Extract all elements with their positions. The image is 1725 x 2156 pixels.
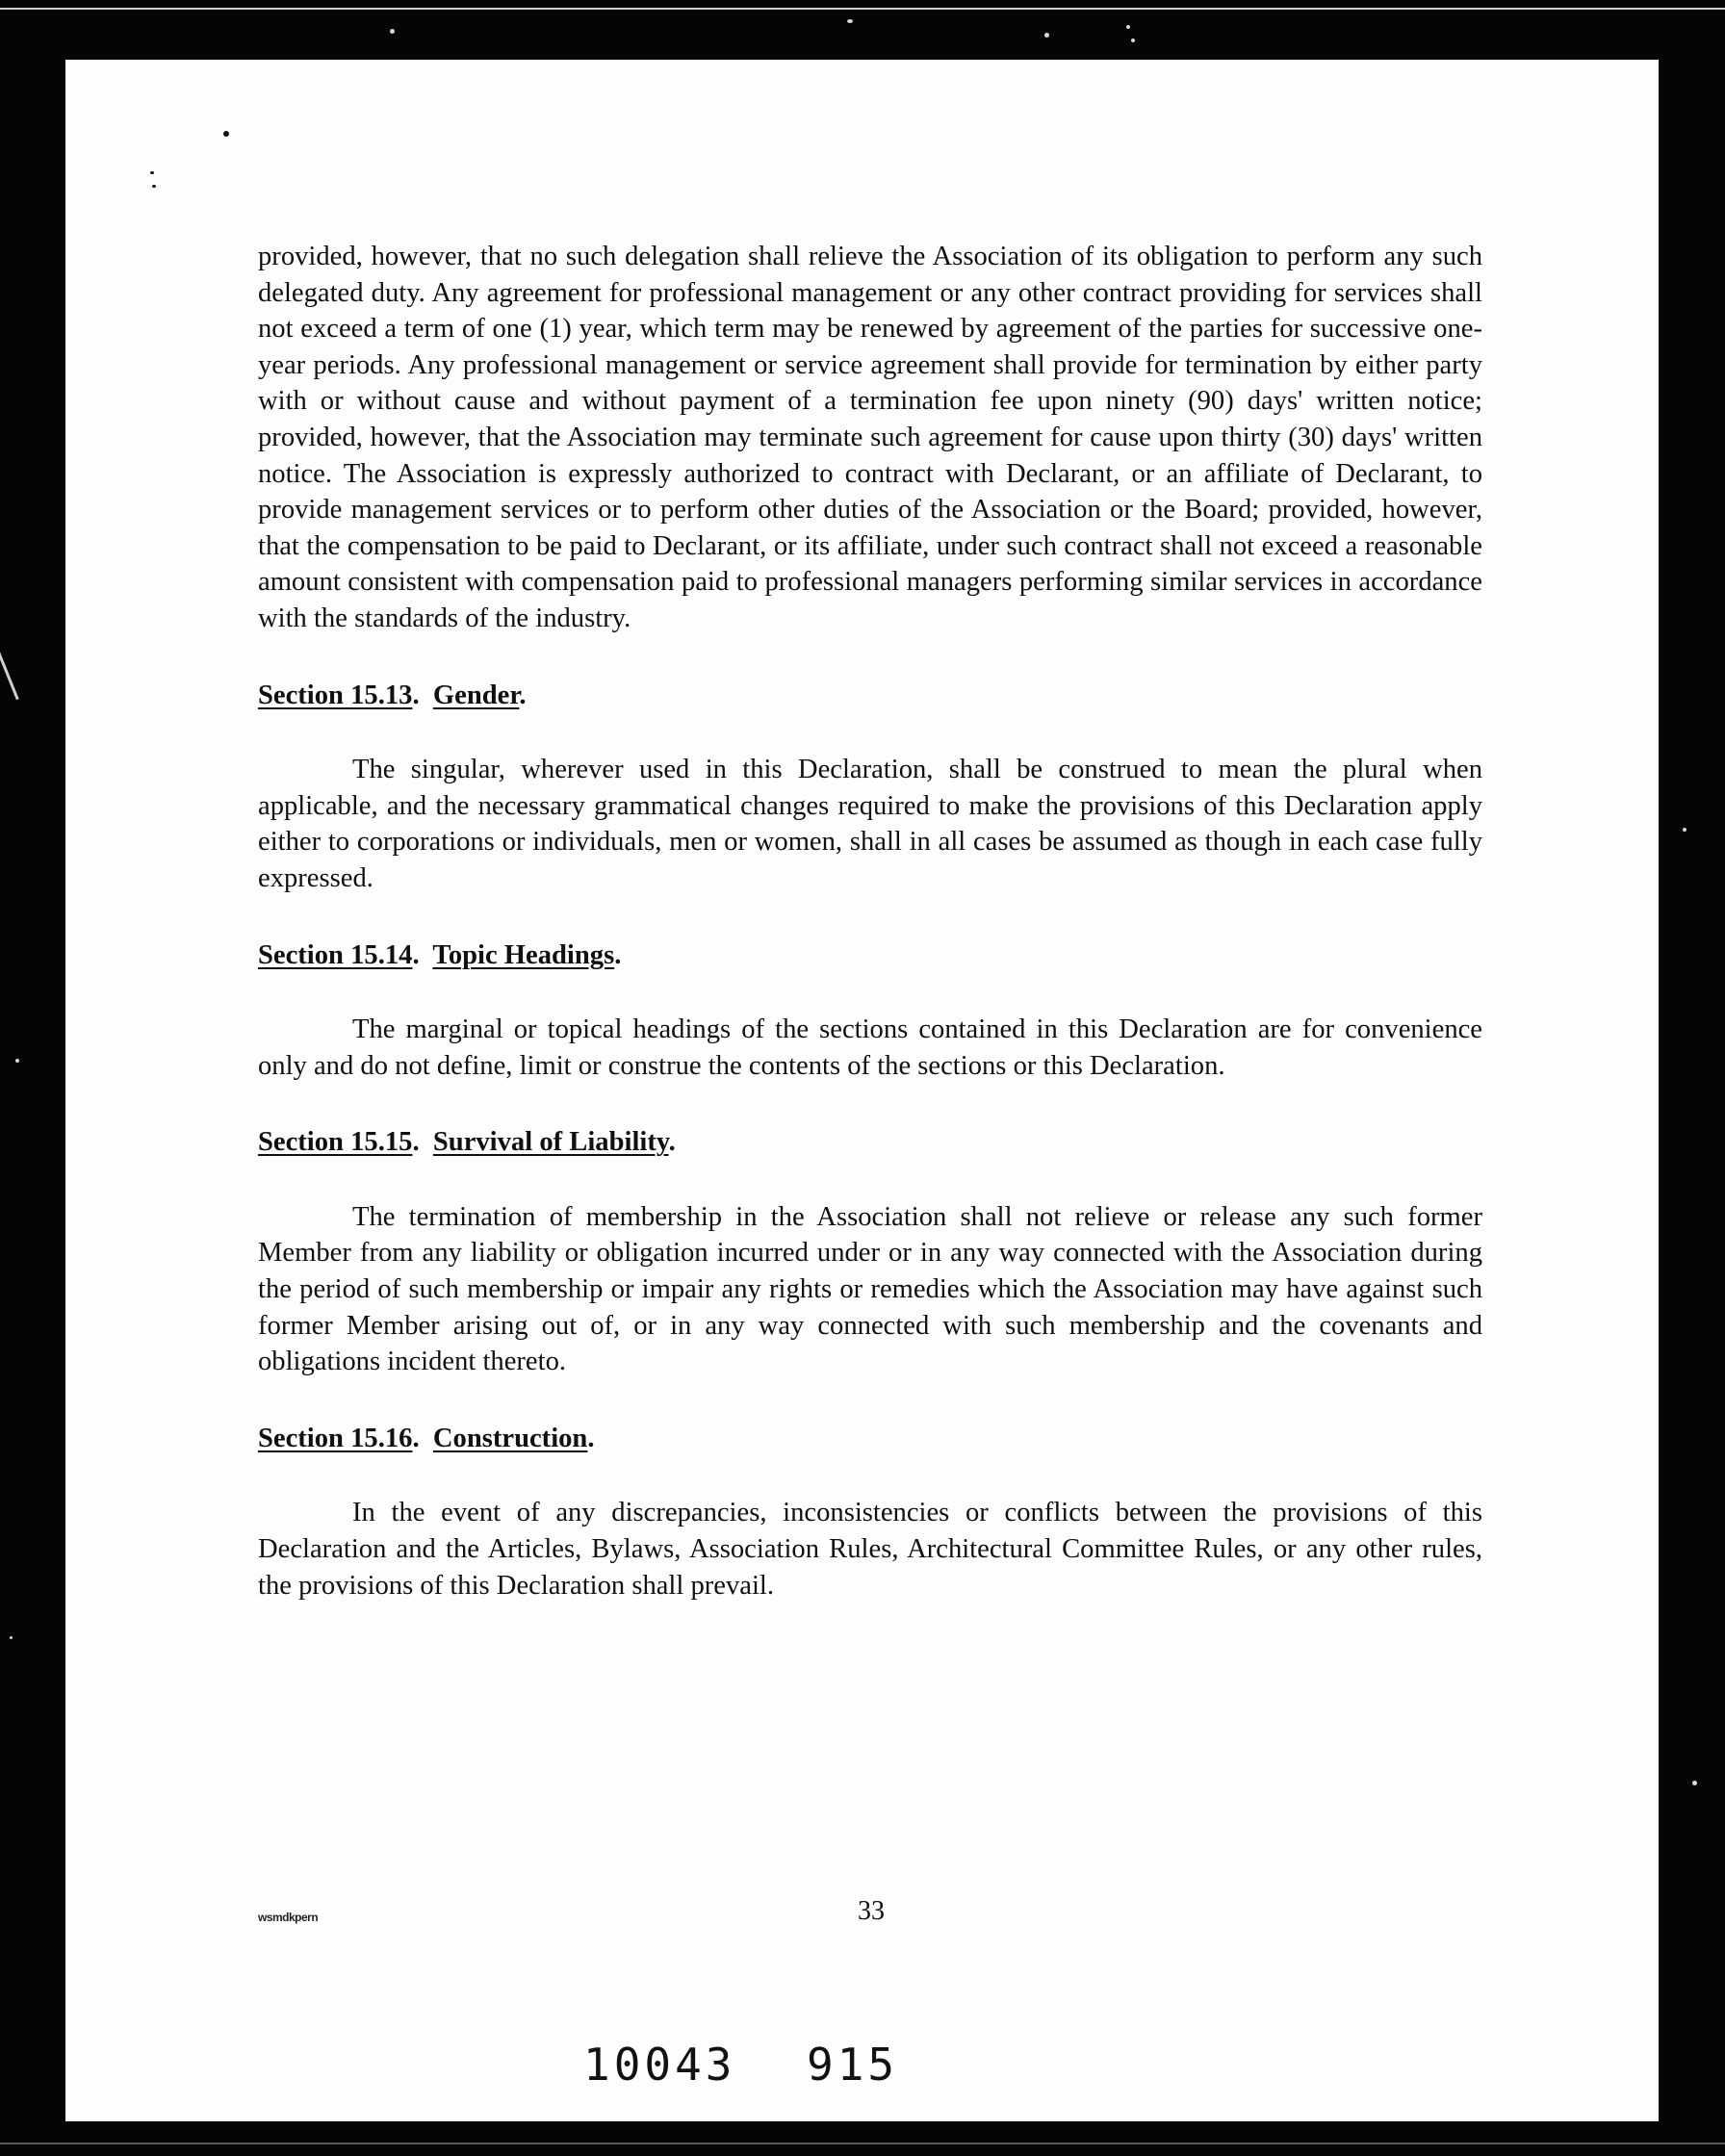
opening-paragraph: provided, however, that no such delegation shall relieve the Association of its obligation to perform any such delegated duty. Any agreement for professional management or any other contract providing for services shall not exceed a term of one (1) year, which term may be renewed by agreement of the parties for successive one-year periods. Any professional management or service agreement shall provide for termination by either party with or without cause and without payment of a termination fee upon ninety (90) days' written notice; provided, however, that the Association may terminate such agreement for cause upon thirty (30) days' written notice. The Association is expressly authorized to contract with Declarant, or an affiliate of Declarant, to provide management services or to perform other duties of the Association or the Board; provided, however, that the compensation to be paid to Declarant, or its affiliate, under such contract shall not exceed a reasonable amount consistent with compensation paid to professional managers performing similar services in accordance with the standards of the industry. bbox=[258, 242, 1482, 633]
section-15-16-heading: Section 15.16. Construction. bbox=[258, 1423, 595, 1453]
section-number: Section 15.14 bbox=[258, 939, 413, 970]
section-number: Section 15.13 bbox=[258, 680, 413, 710]
footer-document-code: wsmdkpern bbox=[258, 1911, 319, 1924]
bates-stamp-left: 10043 bbox=[583, 2039, 736, 2091]
scan-edge-line bbox=[0, 2143, 1725, 2144]
section-15-14-heading: Section 15.14. Topic Headings. bbox=[258, 939, 622, 970]
paper-speck bbox=[152, 185, 156, 188]
section-15-14-body: The marginal or topical headings of the sections contained in this Declaration are for convenience only and do not define, limit or construe the contents of the sections or this Declaration. bbox=[258, 1014, 1482, 1081]
section-number: Section 15.15 bbox=[258, 1127, 413, 1158]
page-number: 33 bbox=[858, 1896, 885, 1926]
section-title: Survival of Liability bbox=[432, 1127, 669, 1158]
paper-speck bbox=[150, 171, 154, 174]
scan-speck bbox=[1692, 1781, 1697, 1785]
section-number: Section 15.16 bbox=[258, 1423, 413, 1453]
scan-speck bbox=[1131, 38, 1135, 42]
scan-speck bbox=[847, 19, 853, 23]
section-15-13-heading: Section 15.13. Gender. bbox=[258, 680, 527, 710]
scan-edge-line bbox=[0, 8, 1725, 10]
section-15-15-heading: Section 15.15. Survival of Liability. bbox=[258, 1127, 676, 1158]
bates-stamp-right: 915 bbox=[807, 2039, 899, 2091]
scan-edge-line bbox=[0, 619, 19, 701]
section-title: Topic Headings bbox=[432, 939, 615, 970]
scan-speck bbox=[15, 1059, 19, 1063]
section-title: Gender bbox=[432, 680, 520, 710]
scan-speck bbox=[390, 29, 395, 34]
scan-speck bbox=[10, 1636, 13, 1639]
section-title: Construction bbox=[432, 1423, 588, 1453]
scan-speck bbox=[1683, 828, 1686, 832]
section-15-16-body: In the event of any discrepancies, inconsistencies or conflicts between the provisions of this Declaration and the Articles, Bylaws, Association Rules, Architectural Committee Rules, or any other rules, the provisions of this Declaration shall prevail. bbox=[258, 1498, 1482, 1601]
document-body bbox=[258, 239, 1482, 1604]
scan-speck bbox=[1044, 33, 1049, 38]
paper-speck bbox=[223, 131, 229, 137]
section-15-15-body: The termination of membership in the Association shall not relieve or release any such former Member from any liability or obligation incurred under or in any way connected with the Association during the period of such membership or impair any rights or remedies which the Association may have against such former Member arising out of, or in any way connected with such membership and the covenants and obligations incident thereto. bbox=[258, 1201, 1482, 1377]
section-15-13-body: The singular, wherever used in this Declaration, shall be construed to mean the plural when applicable, and the necessary grammatical changes required to make the provisions of this Declaration apply either to corporations or individuals, men or women, shall in all cases be assumed as though in each case fully expressed. bbox=[258, 755, 1482, 893]
scan-speck bbox=[1126, 25, 1130, 29]
